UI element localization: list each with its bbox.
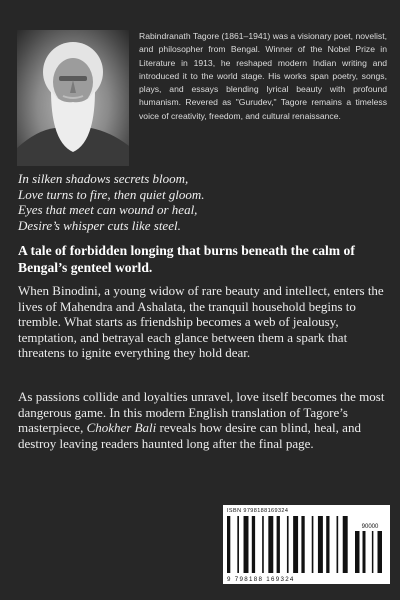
barcode-bar	[237, 516, 239, 573]
barcode-bar	[287, 516, 289, 573]
poem-line: Love turns to fire, then quiet gloom.	[18, 186, 205, 202]
poem-line: Eyes that meet can wound or heal,	[18, 202, 198, 218]
barcode-bar	[318, 516, 323, 573]
barcode-bar	[363, 531, 366, 573]
barcode-bar	[301, 516, 304, 573]
barcode-bar	[293, 516, 298, 573]
isbn-label: ISBN 9798188169324	[227, 508, 289, 514]
blurb-text: As passions collide and loyalties unravel, love itself becomes the most dangerous game. In this modern English translation of Tagore’s masterpiece,	[18, 389, 385, 436]
isbn-barcode	[223, 505, 390, 584]
blurb-text: reveals how desire can blind, heal, and destroy leaving readers haunted long after the final page.	[18, 420, 361, 451]
barcode-bar	[343, 516, 348, 573]
barcode-bars	[227, 516, 351, 573]
barcode-bar	[326, 516, 329, 573]
poem	[18, 171, 388, 233]
barcode-bar	[262, 516, 264, 573]
barcode-bar	[337, 516, 339, 573]
barcode-bar	[378, 531, 383, 573]
barcode-digits: 9 798188 169324	[227, 576, 295, 583]
addon-bars	[355, 531, 385, 573]
addon-number: 90000	[361, 524, 379, 530]
barcode-addon	[355, 524, 385, 573]
barcode-bar	[252, 516, 255, 573]
barcode-bar	[244, 516, 249, 573]
barcode-bar	[268, 516, 273, 573]
blurb-paragraph-2	[18, 389, 390, 451]
poem-line: In silken shadows secrets bloom,	[18, 171, 189, 186]
tagline: A tale of forbidden longing that burns beneath the calm of Bengal’s genteel world.	[18, 243, 355, 275]
barcode-bar	[277, 516, 280, 573]
barcode-bar	[355, 531, 360, 573]
author-photo	[17, 30, 129, 166]
barcode-bar	[372, 531, 374, 573]
poem-line: Desire’s whisper cuts like steel.	[18, 217, 181, 233]
author-bio: Rabindranath Tagore (1861–1941) was a visionary poet, novelist, and philosopher from Bengal. Winner of the Nobel Prize in Literature in 1913, he reshaped modern Indian writing and introduced it to the world stage. His works span poetry, songs, plays, and essays blending lyrical beauty with profound humanism. Revered as "Gurudev," Tagore remains a timeless voice of creativity, freedom, and cultural renaissance.	[139, 31, 387, 121]
portrait-icon	[17, 30, 129, 166]
barcode-bar	[227, 516, 230, 573]
book-title: Chokher Bali	[86, 420, 157, 436]
barcode-bar	[312, 516, 314, 573]
blurb-paragraph-1: When Binodini, a young widow of rare beauty and intellect, enters the lives of Mahendra and Ashalata, the tranquil household begins to tremble. What starts as friendship becomes a web of jealousy, temptation, and betrayal each glance between them a spark that threatens to ignite everything they hold dear.	[18, 283, 384, 361]
